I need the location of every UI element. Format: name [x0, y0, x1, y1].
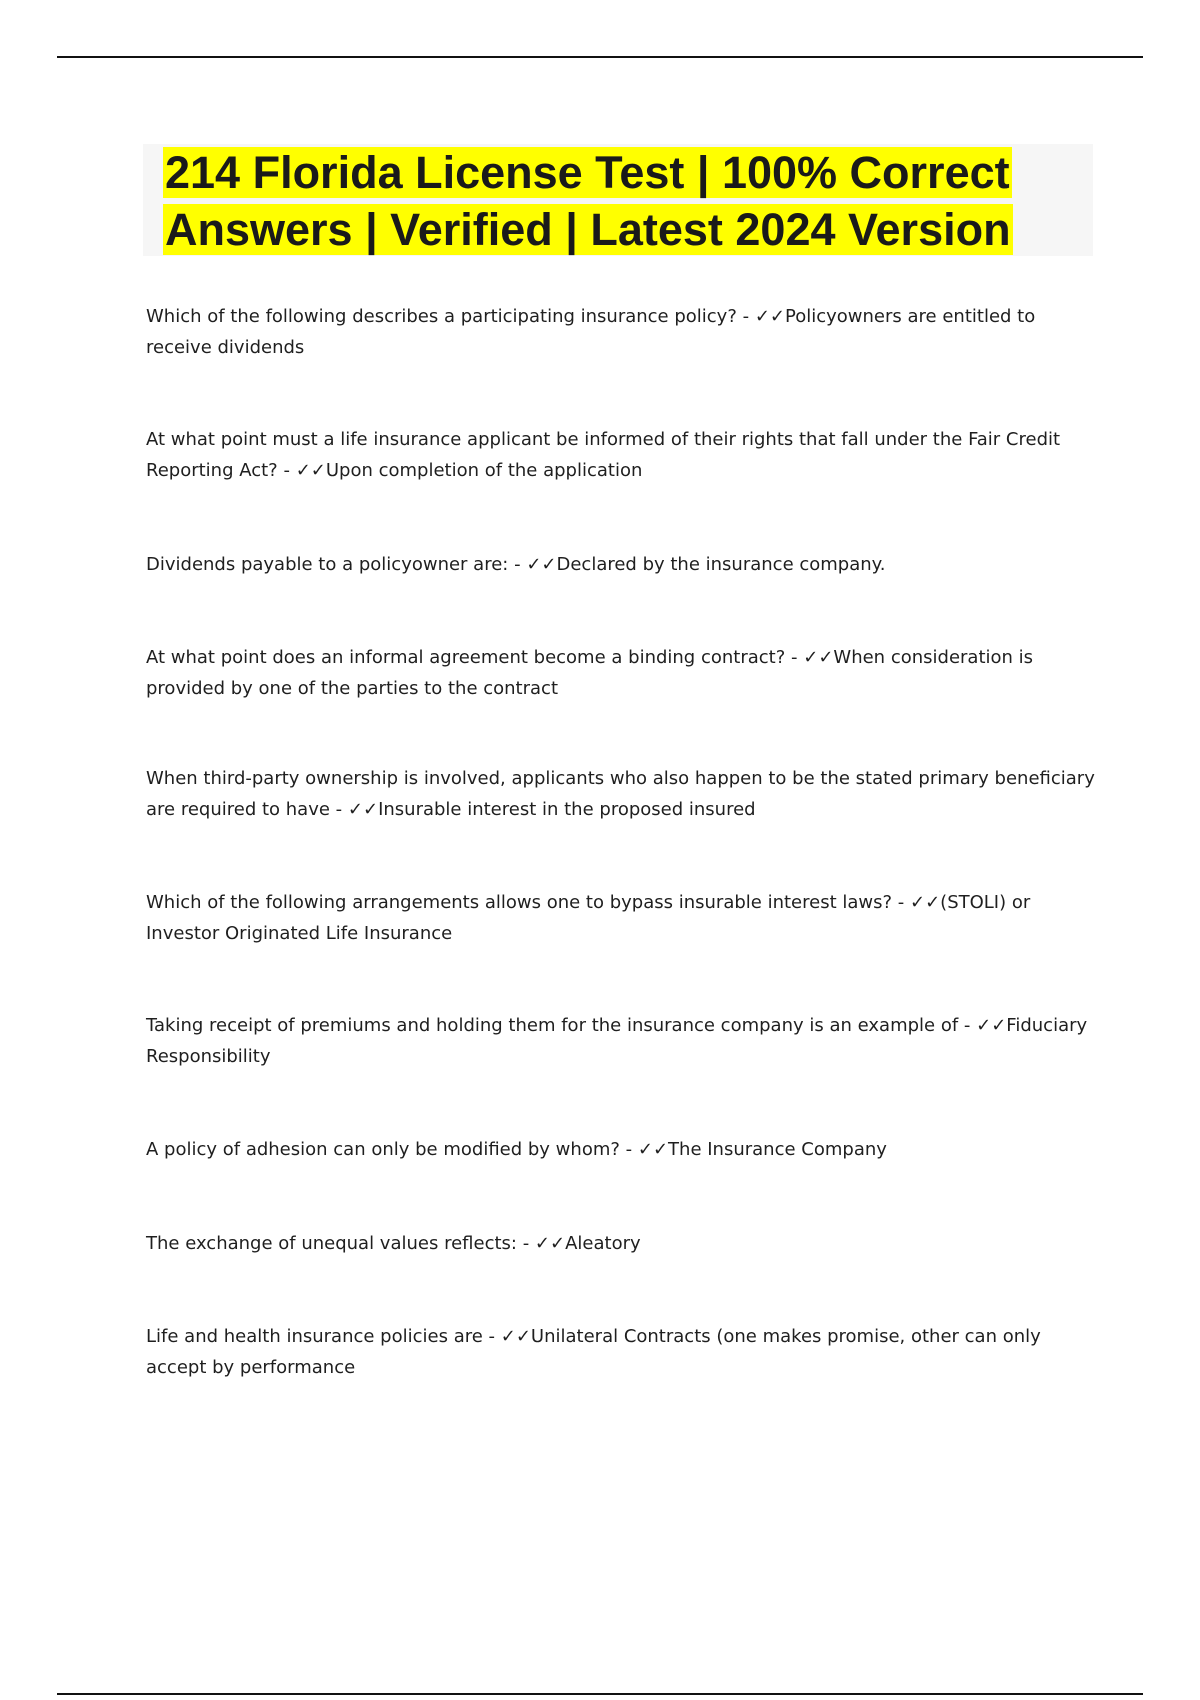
check-icon: ✓✓ — [295, 460, 326, 481]
question-text: At what point must a life insurance applicant be informed of their rights that fall under the Fair Credit Reporting Act? — [146, 429, 1061, 481]
answer-text: (STOLI) or Investor Originated Life Insurance — [146, 892, 1031, 944]
qa-item — [146, 763, 1096, 825]
check-icon: ✓✓ — [754, 306, 786, 327]
qa-item — [146, 424, 1096, 486]
question-text: Life and health insurance policies are — [146, 1326, 483, 1347]
question-text: Dividends payable to a policyowner are: — [146, 554, 509, 575]
question-text: A policy of adhesion can only be modified by whom? — [146, 1139, 620, 1160]
page-title-highlight: 214 Florida License Test | 100% Correct Answers | Verified | Latest 2024 Version — [165, 147, 1011, 255]
check-icon: ✓✓ — [347, 799, 379, 820]
answer-text: Unilateral Contracts (one makes promise, other can only accept by performance — [146, 1326, 1041, 1378]
question-text: Which of the following arrangements allows one to bypass insurable interest laws? — [146, 892, 893, 913]
page-title — [163, 144, 1073, 258]
qa-item — [146, 642, 1096, 704]
separator: - — [329, 799, 348, 820]
qa-item — [146, 1010, 1096, 1072]
question-text: The exchange of unequal values reflects: — [146, 1233, 517, 1254]
answer-text: Policyowners are entitled to receive dividends — [146, 306, 1036, 358]
separator: - — [508, 554, 527, 575]
answer-text: Declared by the insurance company. — [556, 554, 886, 575]
qa-item — [146, 1321, 1096, 1383]
answer-text: Fiduciary Responsibility — [146, 1015, 1088, 1067]
qa-item — [146, 549, 1096, 580]
answer-text: Upon completion of the application — [325, 460, 643, 481]
check-icon: ✓✓ — [526, 554, 557, 575]
separator: - — [892, 892, 910, 913]
question-text: Taking receipt of premiums and holding them for the insurance company is an example of — [146, 1015, 959, 1036]
separator: - — [785, 647, 804, 668]
separator: - — [619, 1139, 638, 1160]
answer-text: Insurable interest in the proposed insured — [378, 799, 756, 820]
separator: - — [516, 1233, 535, 1254]
qa-item — [146, 887, 1096, 949]
check-icon: ✓✓ — [534, 1233, 566, 1254]
question-text: At what point does an informal agreement become a binding contract? — [146, 647, 786, 668]
question-text: Which of the following describes a participating insurance policy? — [146, 306, 737, 327]
check-icon: ✓✓ — [910, 892, 941, 913]
check-icon: ✓✓ — [637, 1139, 669, 1160]
check-icon: ✓✓ — [500, 1326, 531, 1347]
check-icon: ✓✓ — [976, 1015, 1007, 1036]
check-icon: ✓✓ — [803, 647, 834, 668]
answer-text: When consideration is provided by one of the parties to the contract — [146, 647, 1034, 699]
qa-item — [146, 301, 1096, 363]
separator: - — [482, 1326, 501, 1347]
separator: - — [277, 460, 296, 481]
bottom-rule — [57, 1693, 1143, 1695]
top-rule — [57, 56, 1143, 58]
answer-text: Aleatory — [565, 1233, 641, 1254]
question-text: When third-party ownership is involved, applicants who also happen to be the stated primary beneficiary are required to have — [146, 768, 1095, 820]
qa-item — [146, 1228, 1096, 1259]
qa-item — [146, 1134, 1096, 1165]
separator: - — [736, 306, 755, 327]
answer-text: The Insurance Company — [668, 1139, 887, 1160]
separator: - — [958, 1015, 977, 1036]
